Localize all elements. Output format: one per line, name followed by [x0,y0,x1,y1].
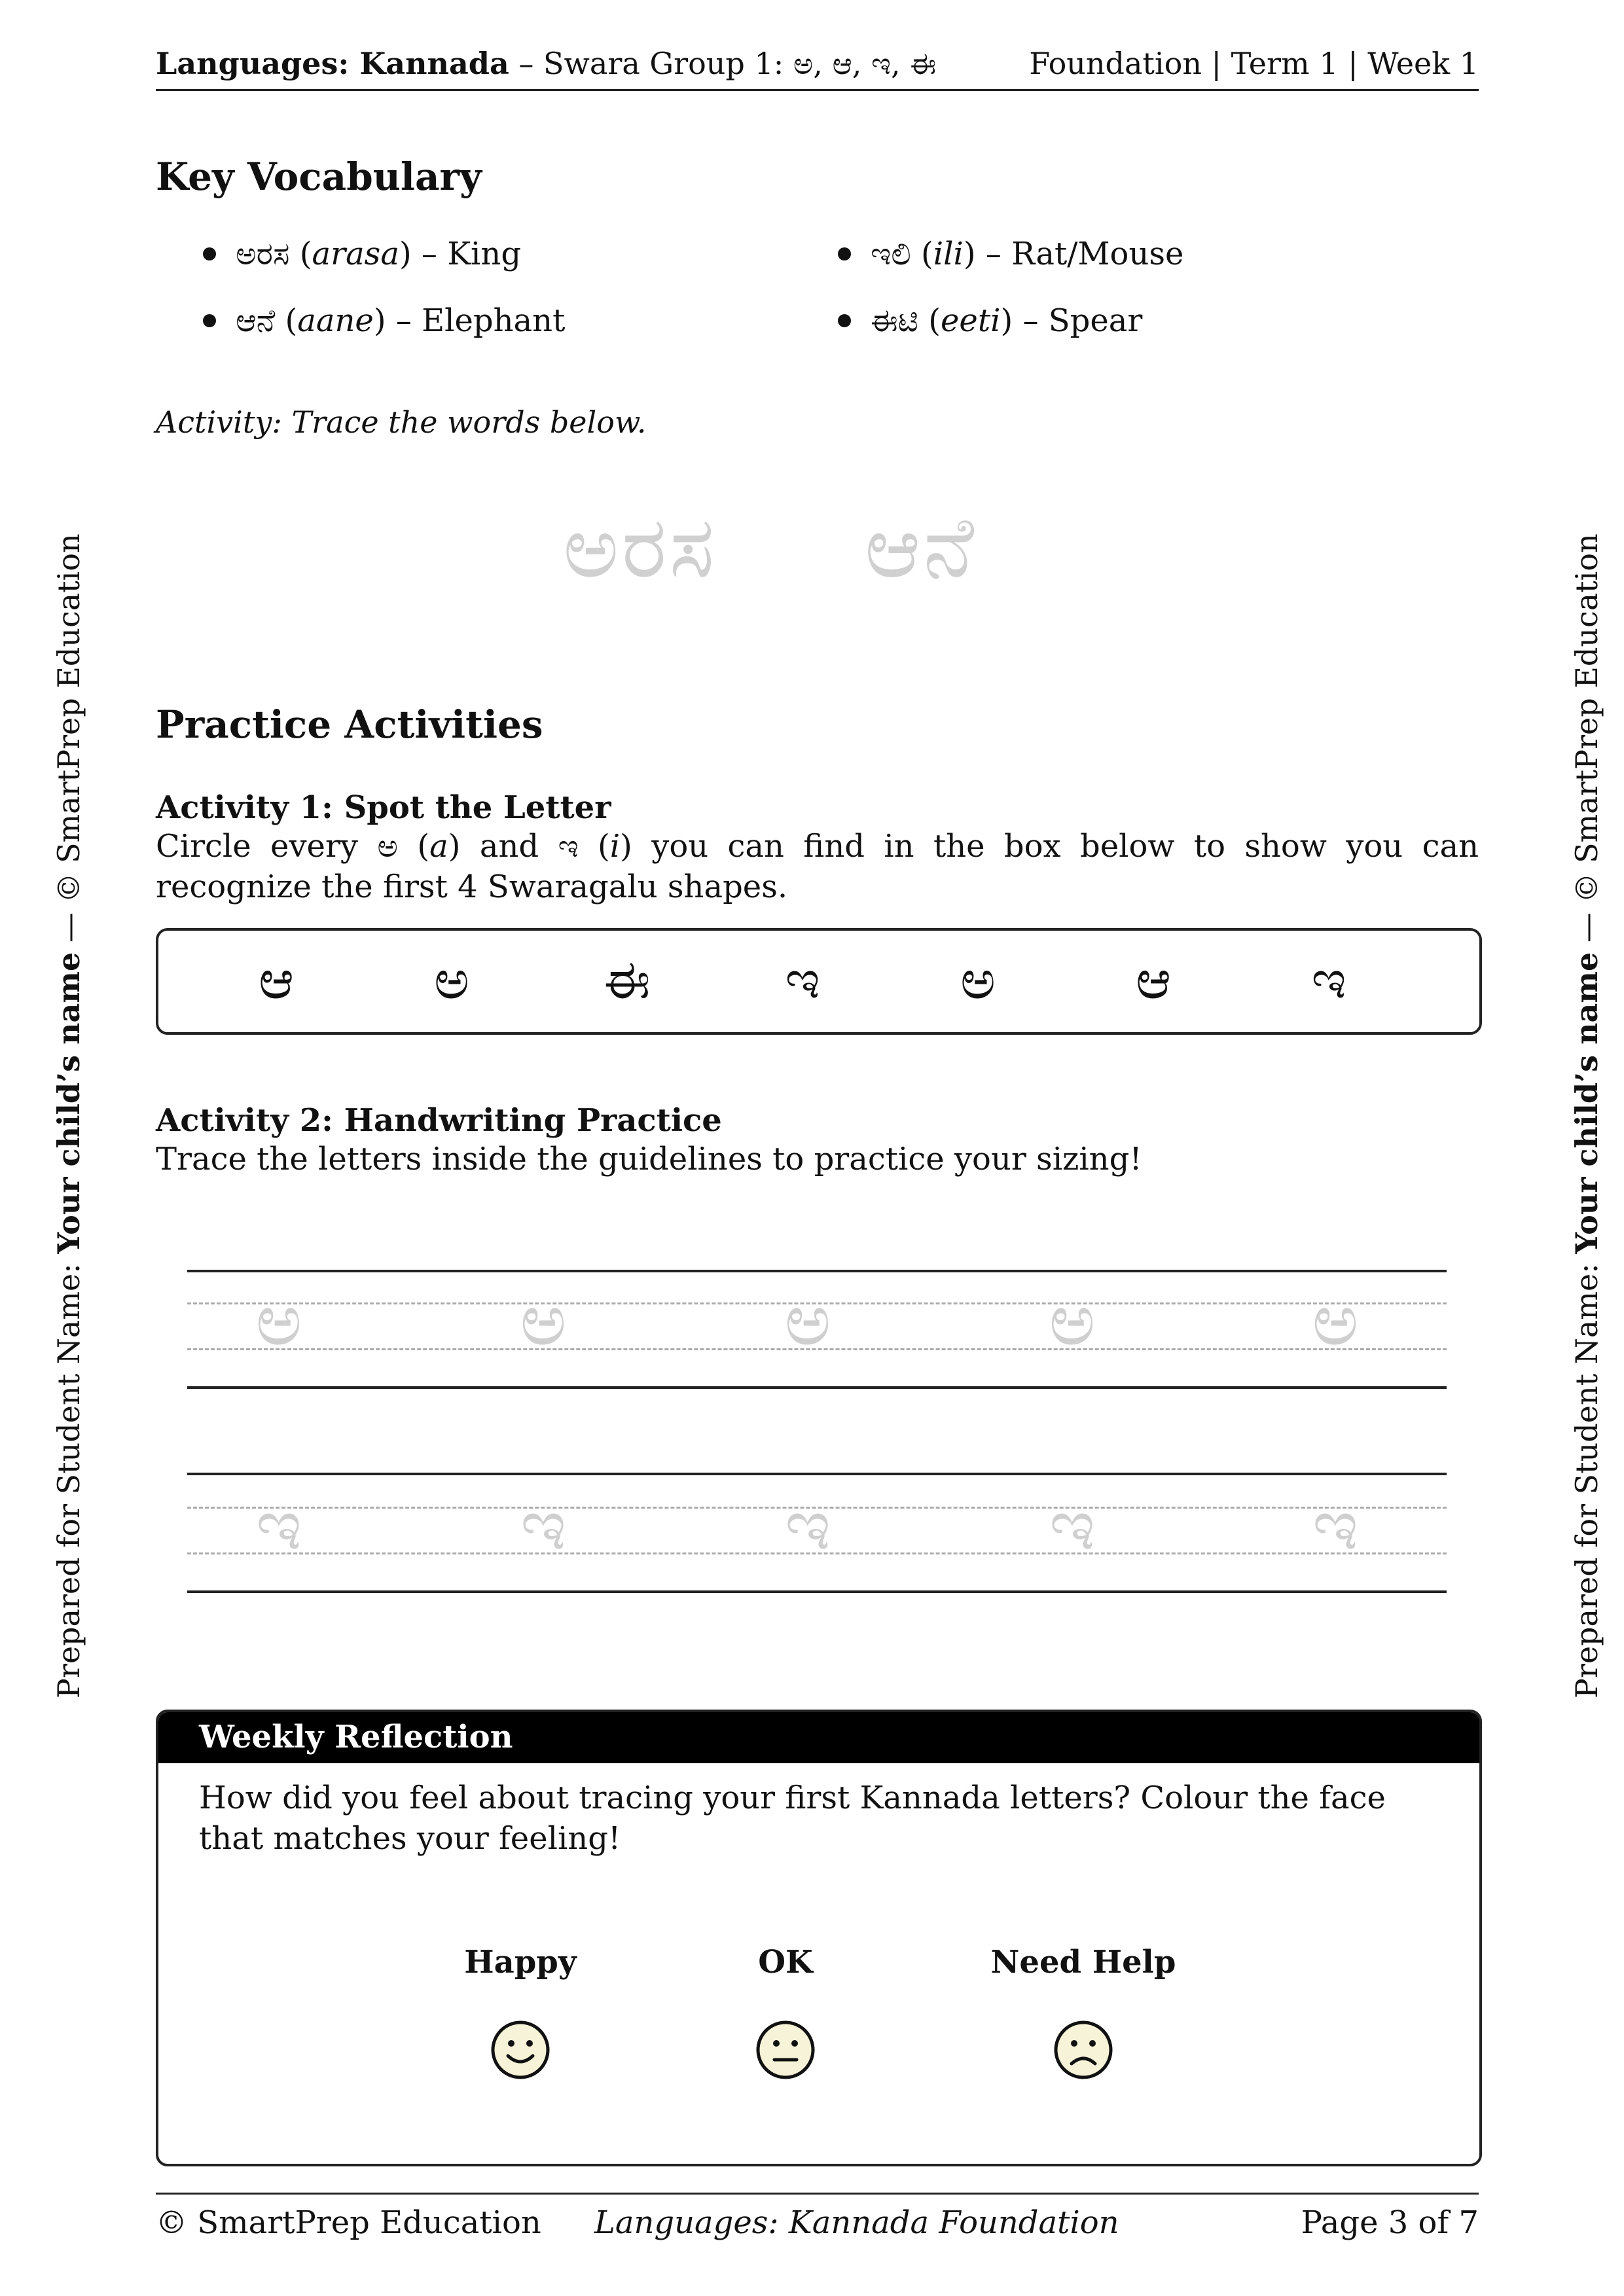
guideline-bottom [187,1386,1447,1389]
activity2-text: Trace the letters inside the guidelines to practice your sizing! [156,1141,1142,1177]
activity1-translit-i: i [609,828,621,865]
trace-letter[interactable]: ಅ [255,1280,302,1361]
guideline-bottom [187,1590,1447,1593]
trace-letter[interactable]: ಅ [1049,1280,1096,1361]
page-header [156,43,1479,91]
side-prefix: Prepared for Student Name: [1569,1253,1604,1698]
activity1-text-part: Circle every ಅ ( [156,828,430,865]
vocab-meaning: King [447,236,522,272]
header-level: Foundation | Term 1 | Week 1 [1029,46,1479,81]
vocab-item: ಇಲಿ (ili) – Rat/Mouse [838,236,1183,273]
face-label-need-help: Need Help [990,1944,1176,1981]
vocab-item: ಅರಸ (arasa) – King [203,236,521,273]
reflection-question: How did you feel about tracing your first Kannada letters? Colour the face that matches your feeling! [199,1780,1386,1857]
vocab-heading: Key Vocabulary [156,154,482,199]
activity1-text [156,826,1479,907]
footer-divider [156,2193,1479,2195]
guideline-top [187,1473,1447,1475]
spot-letter[interactable]: ಅ [960,949,996,1011]
spot-letter[interactable]: ಇ [785,949,820,1011]
spot-letter[interactable]: ಆ [258,949,295,1011]
side-suffix: — © SmartPrep Education [51,533,86,952]
bullet-icon [203,247,216,260]
vocab-translit: arasa [312,236,399,272]
reflection-box [156,1710,1482,2166]
trace-letter[interactable]: ಇ [784,1484,831,1566]
vocab-item: ಈಟಿ (eeti) – Spear [838,302,1142,340]
activity1-text-part: ) and ಇ ( [448,828,610,865]
guideline-top [187,1270,1447,1272]
header-subject [156,46,936,82]
footer-page-number: Page 3 of 7 [1301,2204,1479,2241]
side-student-name: Your child’s name [51,952,86,1254]
activity1-text-part: ) you can find in the box below to show you can recognize the first 4 Swaragalu shapes. [156,828,1479,905]
vocab-meaning: Elephant [422,302,566,339]
header-subject-bold: Languages: Kannada [156,46,509,81]
bullet-icon [838,247,851,260]
happy-face-icon[interactable] [490,2019,551,2081]
header-subject-rest: – Swara Group 1: ಅ, ಆ, ಇ, ಈ [509,46,937,81]
trace-letter[interactable]: ಇ [255,1484,302,1566]
vocab-kannada: ಆನೆ [236,302,276,339]
bullet-icon [838,314,851,327]
vocab-translit: ili [933,236,964,272]
neutral-face-icon[interactable] [755,2019,816,2081]
trace-letter[interactable]: ಇ [1049,1484,1096,1566]
vocab-translit: aane [297,302,374,339]
trace-letter[interactable]: ಇ [520,1484,567,1566]
activity2-title: Activity 2: Handwriting Practice [156,1102,722,1139]
trace-words: ಅರಸ ಆನೆ [563,497,977,597]
trace-letter[interactable]: ಅ [784,1280,831,1361]
reflection-title: Weekly Reflection [199,1719,513,1755]
activity1-translit-a: a [429,828,448,865]
vocab-kannada: ಇಲಿ [871,236,911,272]
side-prefix: Prepared for Student Name: [51,1253,86,1698]
footer-course: Languages: Kannada Foundation [594,2204,1119,2241]
vocab-kannada: ಈಟಿ [871,302,919,339]
footer-copyright: © SmartPrep Education [156,2204,541,2241]
reflection-title-bar [158,1712,1479,1763]
vocab-meaning: Rat/Mouse [1011,236,1184,272]
bullet-icon [203,314,216,327]
side-student-name: Your child’s name [1569,952,1604,1254]
vocab-kannada: ಅರಸ [236,236,290,272]
vocab-meaning: Spear [1048,302,1143,339]
spot-letter[interactable]: ಅ [433,949,470,1011]
side-text-right [1569,533,1604,1698]
face-label-ok: OK [758,1944,813,1981]
side-suffix: — © SmartPrep Education [1569,533,1604,952]
practice-heading: Practice Activities [156,702,543,747]
spot-letter[interactable]: ಆ [1135,949,1172,1011]
trace-letter[interactable]: ಅ [1312,1280,1359,1361]
side-text-left [51,533,86,1698]
activity1-title: Activity 1: Spot the Letter [156,789,611,826]
spot-letter[interactable]: ಇ [1311,949,1346,1011]
vocab-item: ಆನೆ (aane) – Elephant [203,302,565,340]
trace-letter[interactable]: ಅ [520,1280,567,1361]
spot-letter[interactable]: ಈ [604,949,651,1011]
vocab-activity-note: Activity: Trace the words below. [156,404,647,440]
face-label-happy: Happy [464,1944,577,1981]
vocab-translit: eeti [941,302,1001,339]
trace-letter[interactable]: ಇ [1312,1484,1359,1566]
sad-face-icon[interactable] [1053,2019,1114,2081]
